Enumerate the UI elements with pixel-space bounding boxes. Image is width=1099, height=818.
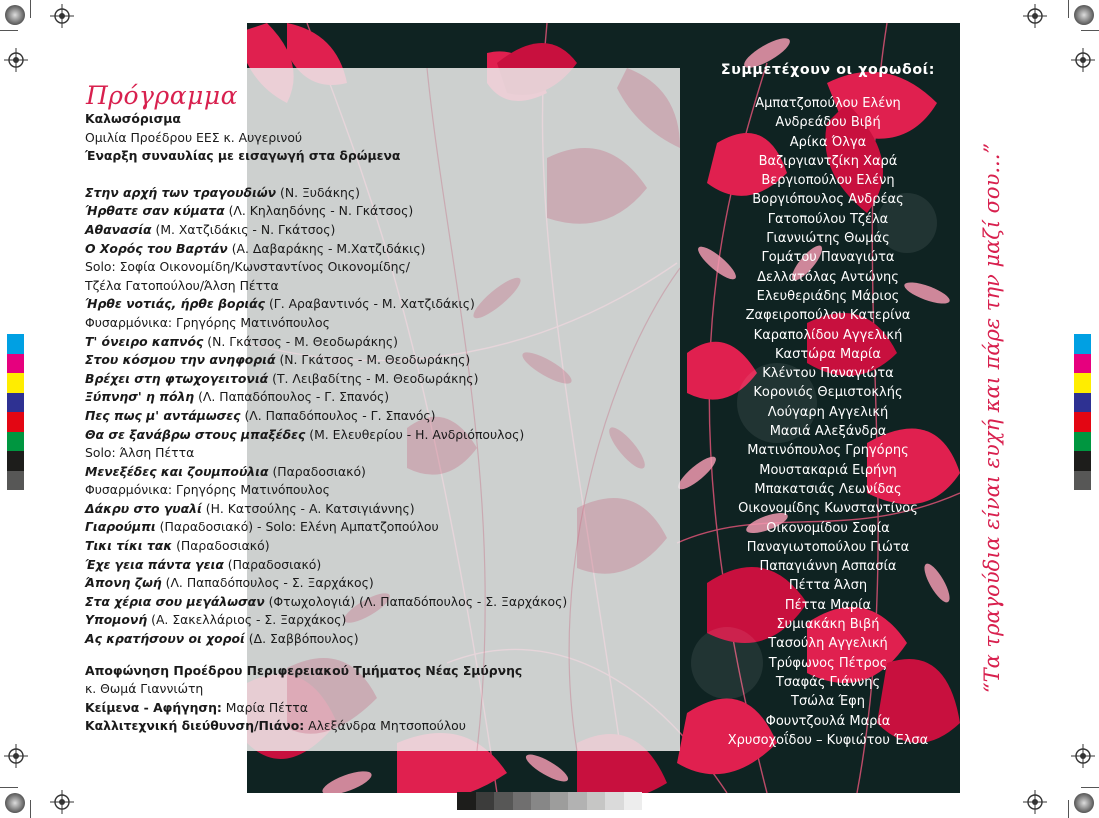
choir-member: Χρυσοχοΐδου – Κυφιώτου Έλσα <box>727 732 929 748</box>
registration-mark-icon <box>1023 4 1047 28</box>
song-title: Ήρθατε σαν κύματα <box>85 203 225 219</box>
song-title: Γιαρούμπι <box>85 519 156 535</box>
song-item <box>85 333 645 352</box>
song-item <box>85 295 645 314</box>
grey-swatch <box>457 792 476 810</box>
choir-member: Γατοπούλου Τζέλα <box>767 211 889 227</box>
song-credit: (Λ. Παπαδόπουλος - Σ. Ξαρχάκος) <box>161 575 374 591</box>
color-swatch <box>7 432 24 452</box>
song-credit: Φυσαρμόνικα: Γρηγόρης Ματινόπουλος <box>85 314 330 330</box>
choir-member: Μπακατσιάς Λεωνίδας <box>754 481 902 497</box>
song-title: Ξύπνησ' η πόλη <box>85 389 195 405</box>
song-item <box>85 593 645 612</box>
song-item <box>85 277 645 296</box>
song-credit: (Ν. Γκάτσος - Μ. Θεοδωράκης) <box>275 352 471 368</box>
color-swatch <box>7 373 24 393</box>
program-title: Πρόγραμμα <box>86 81 238 110</box>
target-disc-icon <box>1073 792 1095 814</box>
registration-mark-icon <box>4 48 28 72</box>
color-swatch <box>1074 412 1091 432</box>
grey-swatch <box>476 792 495 810</box>
choir-member: Κλέντου Παναγιώτα <box>762 366 894 382</box>
color-swatch <box>1074 373 1091 393</box>
song-title: Αθανασία <box>85 221 152 237</box>
song-item <box>85 407 645 426</box>
song-title: Πες πως μ' αντάμωσες <box>85 407 241 423</box>
color-swatch <box>1074 451 1091 471</box>
choir-member: Βαζιργιαντζίκη Χαρά <box>758 153 898 169</box>
song-item <box>85 630 645 649</box>
closing-block <box>85 662 645 736</box>
song-item <box>85 556 645 575</box>
color-swatch <box>1074 354 1091 374</box>
target-disc-icon <box>4 4 26 26</box>
color-swatch <box>1074 393 1091 413</box>
crop-mark <box>1081 787 1099 788</box>
song-credit: (Α. Δαβαράκης - Μ.Χατζιδάκις) <box>227 240 426 256</box>
choir-member: Παπαγιάννη Ασπασία <box>759 559 897 575</box>
song-item <box>85 314 645 333</box>
crop-mark <box>1068 800 1069 818</box>
color-bar-left <box>7 334 24 490</box>
crop-mark <box>30 0 31 18</box>
choir-member: Φουντζουλά Μαρία <box>765 713 891 729</box>
song-item <box>85 481 645 500</box>
choir-member: Πέττα Άλση <box>788 578 868 594</box>
song-title: Άπονη ζωή <box>85 575 162 591</box>
choir-member: Ανδρεάδου Βιβή <box>775 115 881 131</box>
color-swatch <box>7 334 24 354</box>
song-item <box>85 444 645 463</box>
song-credit: (Λ. Παπαδόπουλος - Γ. Σπανός) <box>194 389 390 405</box>
closing-speech: Αποφώνηση Προέδρου Περιφερειακού Τμήματος Νέας Σμύρνης <box>85 662 523 678</box>
crop-mark <box>30 800 31 818</box>
song-item <box>85 426 645 445</box>
song-list <box>85 184 645 649</box>
choir-member: Μουστακαριά Ειρήνη <box>759 462 897 478</box>
song-item <box>85 611 645 630</box>
registration-mark-icon <box>1023 790 1047 814</box>
choir-heading: Συμμετέχουν οι χορωδοί: <box>720 62 936 78</box>
song-credit: (Παραδοσιακό) <box>172 538 270 554</box>
tagline: “Τα τραγούδια είναι ευχή και πάρε την μαζί σου...” <box>980 142 1004 694</box>
color-swatch <box>7 451 24 471</box>
choir-member: Βεργιοπούλου Ελένη <box>761 173 895 189</box>
song-title: Τ' όνειρο καπνός <box>85 333 204 349</box>
grey-swatch <box>550 792 569 810</box>
choir-member-list <box>693 94 963 750</box>
song-title: Ήρθε νοτιάς, ήρθε βοριάς <box>85 296 266 312</box>
song-item <box>85 258 645 277</box>
song-item <box>85 518 645 537</box>
song-credit: (Δ. Σαββόπουλος) <box>244 631 359 647</box>
crop-mark <box>1068 0 1069 18</box>
intro-welcome: Καλωσόρισμα <box>85 111 181 126</box>
song-credit: (Ν. Γκάτσος - Μ. Θεοδωράκης) <box>203 333 399 349</box>
registration-mark-icon <box>1071 744 1095 768</box>
song-credit: (Παραδοσιακό) <box>223 556 322 572</box>
song-title: Θα σε ξανάβρω στους μπαξέδες <box>85 426 306 442</box>
color-swatch <box>7 354 24 374</box>
song-credit: Solo: Σοφία Οικονομίδη/Κωνσταντίνος Οικονομίδης/ <box>85 259 410 275</box>
intro-list <box>85 110 645 166</box>
song-item <box>85 388 645 407</box>
song-credit: (Λ. Κηλαηδόνης - Ν. Γκάτσος) <box>224 203 414 219</box>
song-credit: Τζέλα Γατοπούλου/Άλση Πέττα <box>85 277 279 293</box>
song-title: Δάκρυ στο γυαλί <box>85 500 202 516</box>
grey-swatch <box>605 792 624 810</box>
choir-member: Τρύφωνος Πέτρος <box>768 655 888 671</box>
song-item <box>85 370 645 389</box>
grey-swatch <box>494 792 513 810</box>
song-credit: (Α. Σακελλάριος - Σ. Ξαρχάκος) <box>147 612 347 628</box>
song-title: Τικι τίκι τακ <box>85 538 173 554</box>
target-disc-icon <box>1073 4 1095 26</box>
choir-member: Ελευθεριάδης Μάριος <box>756 288 900 304</box>
song-credit: (Γ. Αραβαντινός - Μ. Χατζιδάκις) <box>265 296 475 312</box>
grey-swatch <box>624 792 643 810</box>
color-bar-right <box>1074 334 1091 490</box>
direction-credit: Καλλιτεχνική διεύθυνση/Πιάνο: Αλεξάνδρα Μητσοπούλου <box>85 718 466 734</box>
song-title: Ο Χορός του Βαρτάν <box>85 240 228 256</box>
choir-member: Τσώλα Έφη <box>791 694 865 710</box>
closing-name: κ. Θωμά Γιαννιώτη <box>85 681 204 697</box>
song-credit: Φυσαρμόνικα: Γρηγόρης Ματινόπουλος <box>85 482 330 498</box>
color-swatch <box>7 412 24 432</box>
crop-mark <box>0 787 18 788</box>
song-credit: (Παραδοσιακό) <box>268 463 366 479</box>
color-swatch <box>1074 471 1091 491</box>
intro-start: Έναρξη συναυλίας με εισαγωγή στα δρώμενα <box>85 148 401 164</box>
song-item <box>85 221 645 240</box>
grey-swatch <box>568 792 587 810</box>
crop-mark <box>1081 30 1099 31</box>
color-swatch <box>7 393 24 413</box>
choir-member: Καστώρα Μαρία <box>774 346 881 362</box>
intro-speech: Ομιλία Προέδρου ΕΕΣ κ. Αυγερινού <box>85 129 303 145</box>
song-item <box>85 500 645 519</box>
song-credit: (Μ. Ελευθερίου - Η. Ανδριόπουλος) <box>305 426 525 442</box>
target-disc-icon <box>4 792 26 814</box>
choir-member: Πέττα Μαρία <box>784 597 872 613</box>
registration-mark-icon <box>1071 48 1095 72</box>
registration-mark-icon <box>50 4 74 28</box>
choir-member: Βοργιόπουλος Ανδρέας <box>752 192 904 208</box>
choir-member: Κορονιός Θεμιστοκλής <box>753 385 903 401</box>
choir-member: Τσαφάς Γιάννης <box>775 674 881 690</box>
color-swatch <box>1074 334 1091 354</box>
song-credit: (Τ. Λειβαδίτης - Μ. Θεοδωράκης) <box>268 370 479 386</box>
song-title: Έχε γεια πάντα γεια <box>85 556 224 572</box>
registration-mark-icon <box>50 790 74 814</box>
color-swatch <box>1074 432 1091 452</box>
song-item <box>85 240 645 259</box>
choir-member: Τασούλη Αγγελική <box>768 636 888 652</box>
song-title: Βρέχει στη φτωχογειτονιά <box>85 370 269 386</box>
choir-member: Αρίκα Όλγα <box>789 134 867 150</box>
choir-member: Γιαννιώτης Θωμάς <box>766 231 890 247</box>
grey-scale-bar <box>457 792 642 810</box>
narration-credit: Κείμενα - Αφήγηση: Μαρία Πέττα <box>85 699 308 715</box>
song-title: Στην αρχή των τραγουδιών <box>85 184 277 200</box>
choir-member: Μασιά Αλεξάνδρα <box>769 424 887 440</box>
song-title: Υπομονή <box>85 612 148 628</box>
choir-member: Ματινόπουλος Γρηγόρης <box>747 443 909 459</box>
choir-member: Συμιακάκη Βιβή <box>776 617 880 633</box>
grey-swatch <box>587 792 606 810</box>
choir-member: Γομάτου Παναγιώτα <box>761 250 895 266</box>
song-credit: (Μ. Χατζιδάκις - Ν. Γκάτσος) <box>151 221 336 237</box>
song-item <box>85 184 645 203</box>
song-title: Στου κόσμου την ανηφοριά <box>85 352 276 368</box>
song-item <box>85 202 645 221</box>
song-credit: (Η. Κατσούλης - Α. Κατσιγιάννης) <box>201 500 415 516</box>
song-credit: (Ν. Ξυδάκης) <box>276 184 360 200</box>
choir-member: Δελλατόλας Αντώνης <box>757 269 899 285</box>
song-item <box>85 351 645 370</box>
choir-member: Αμπατζοπούλου Ελένη <box>755 96 901 111</box>
choir-member: Καραπολίδου Αγγελική <box>753 327 903 343</box>
song-title: Ας κρατήσουν οι χοροί <box>85 631 245 647</box>
song-title: Μενεξέδες και ζουμπούλια <box>85 463 269 479</box>
choir-member: Παναγιωτοπούλου Γιώτα <box>746 539 910 555</box>
grey-swatch <box>531 792 550 810</box>
choir-member: Ζαφειροπούλου Κατερίνα <box>745 308 911 324</box>
song-title: Στα χέρια σου μεγάλωσαν <box>85 593 265 609</box>
song-credit: Solo: Άλση Πέττα <box>85 445 195 461</box>
choir-member: Λούγαρη Αγγελική <box>767 404 889 420</box>
program-column <box>85 82 645 736</box>
crop-mark <box>0 30 18 31</box>
song-credit: (Λ. Παπαδόπουλος - Γ. Σπανός) <box>240 407 436 423</box>
song-item <box>85 463 645 482</box>
song-item <box>85 537 645 556</box>
song-item <box>85 574 645 593</box>
color-swatch <box>7 471 24 491</box>
grey-swatch <box>513 792 532 810</box>
choir-column <box>693 62 963 750</box>
song-credit: (Φτωχολογιά) (Λ. Παπαδόπουλος - Σ. Ξαρχάκος) <box>264 593 568 609</box>
registration-mark-icon <box>4 744 28 768</box>
song-credit: (Παραδοσιακό) - Solo: Ελένη Αμπατζοπούλου <box>155 519 439 535</box>
choir-member: Οικονομίδου Σοφία <box>766 520 890 536</box>
choir-member: Οικονομίδης Κωνσταντίνος <box>738 501 918 517</box>
